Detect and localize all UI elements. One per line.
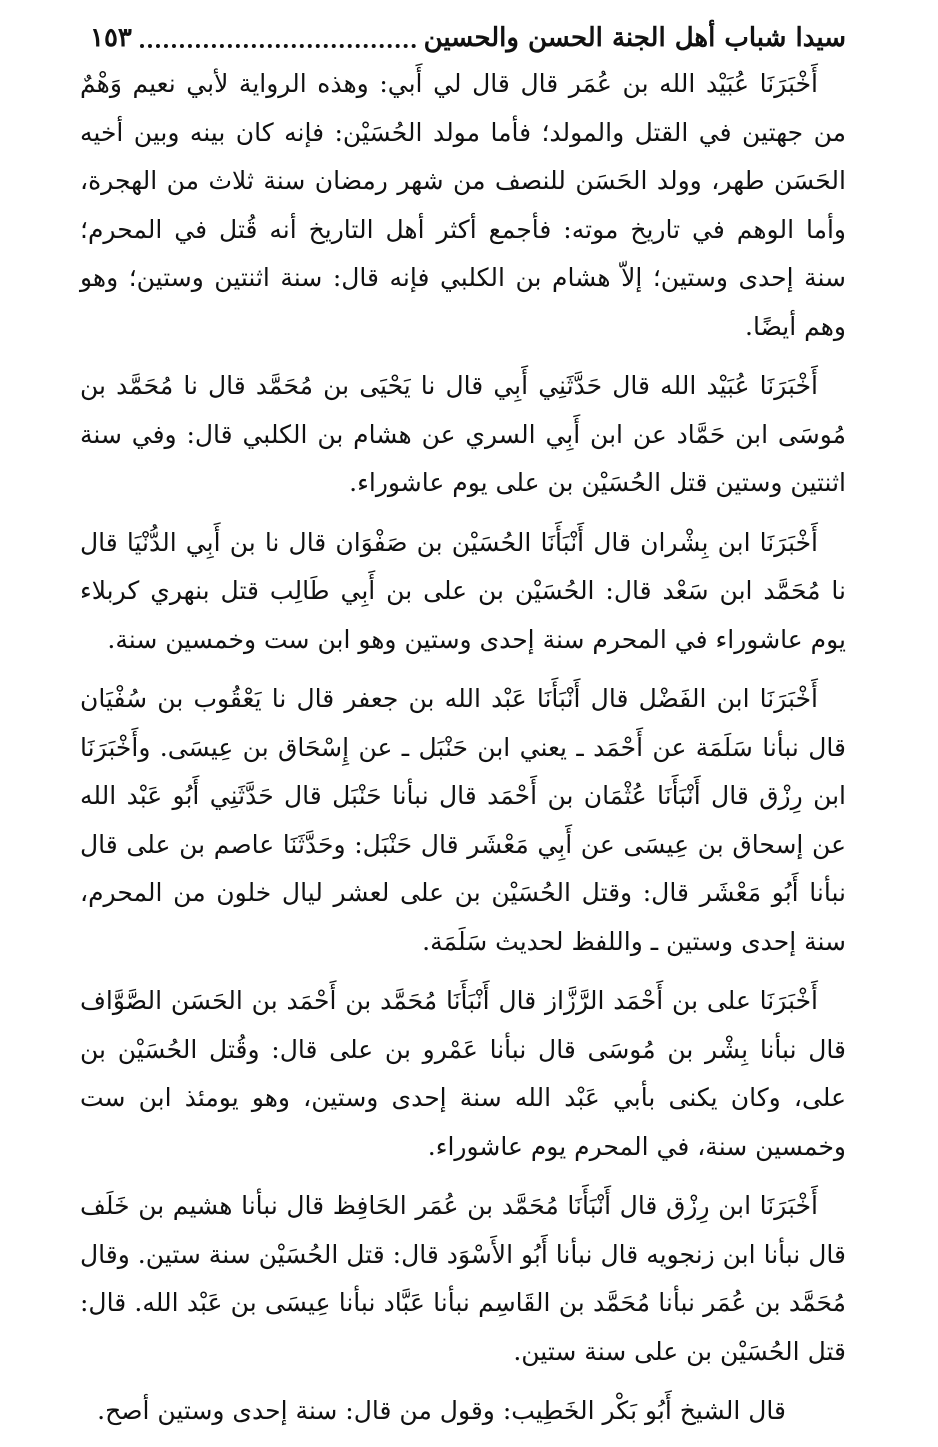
paragraph-2: أَخْبَرَنَا عُبَيْد الله قال حَدَّثَنِي أَبِي قال نا يَحْيَى بن مُحَمَّد قال نا مُحَمَّد بن مُوسَى ابن حَمَّاد عن ابن أَبِي السري عن هشام بن الكلبي قال: وفي سنة اثنتين وستين قتل الحُسَيْن بن على يوم عاشوراء. (80, 371, 846, 497)
paragraph-5: أَخْبَرَنَا على بن أَحْمَد الرَّزَّاز قال أَنْبَأَنَا مُحَمَّد بن أَحْمَد بن الحَسَن الصَّوَّاف قال نبأنا بِشْر بن مُوسَى قال نبأنا عَمْرو بن على قال: وقُتل الحُسَيْن بن على، وكان يكنى بأبي عَبْد الله سنة إحدى وستين، وهو يومئذ ابن ست وخمسين سنة، في المحرم يوم عاشوراء. (80, 986, 846, 1161)
running-header (90, 20, 846, 56)
paragraph-7: قال الشيخ أَبُو بَكْر الخَطِيب: وقول من قال: سنة إحدى وستين أصح. (97, 1396, 786, 1425)
header-leader-dots (140, 44, 416, 48)
page-number: ١٥٣ (90, 23, 132, 53)
header-title: سيدا شباب أهل الجنة الحسن والحسين (423, 23, 846, 53)
paragraph-3: أَخْبَرَنَا ابن بِشْران قال أَنْبَأَنَا الحُسَيْن بن صَفْوَان قال نا بن أَبِي الدُّنْيَا قال نا مُحَمَّد ابن سَعْد قال: الحُسَيْن بن على بن أَبِي طَالِب قتل بنهري كربلاء يوم عاشوراء في المحرم سنة إحدى وستين وهو ابن ست وخمسين سنة. (80, 527, 846, 654)
body-text (80, 60, 846, 1447)
paragraph-4: أَخْبَرَنَا ابن الفَضْل قال أَنْبَأَنَا عَبْد الله بن جعفر قال نا يَعْقُوب بن سُفْيَان قال نبأنا سَلَمَة عن أَحْمَد ـ يعني ابن حَنْبَل ـ عن إِسْحَاق بن عِيسَى. وأَخْبَرَنَا ابن رِزْق قال أَنْبَأَنَا عُثْمَان بن أَحْمَد قال نبأنا حَنْبَل قال حَدَّثَنِي أَبُو عَبْد الله عن إسحاق بن عِيسَى عن أَبِي مَعْشَر قال حَنْبَل: وحَدَّثَنَا عاصم بن على قال نبأنا أَبُو مَعْشَر قال: وقتل الحُسَيْن بن على لعشر ليال خلون من المحرم، سنة إحدى وستين ـ واللفظ لحديث سَلَمَة. (80, 684, 846, 956)
paragraph-6: أَخْبَرَنَا ابن رِزْق قال أَنْبَأَنَا مُحَمَّد بن عُمَر الحَافِظ قال نبأنا هشيم بن خَلَف قال نبأنا ابن زنجويه قال نبأنا أَبُو الأَسْوَد قال: قتل الحُسَيْن سنة ستين. وقال مُحَمَّد بن عُمَر نبأنا مُحَمَّد بن القَاسِم نبأنا عَبَّاد نبأنا عِيسَى بن عَبْد الله. قال: قتل الحُسَيْن بن على سنة ستين. (80, 1191, 846, 1366)
paragraph-1: أَخْبَرَنَا عُبَيْد الله بن عُمَر قال قال لي أَبي: وهذه الرواية لأبي نعيم وَهْمٌ من جهتين في القتل والمولد؛ فأما مولد الحُسَيْن: فإنه كان بينه وبين أخيه الحَسَن طهر، وولد الحَسَن للنصف من شهر رمضان سنة ثلاث من الهجرة، وأما الوهم في تاريخ موته: فأجمع أكثر أهل التاريخ أنه قُتل في المحرم؛ سنة إحدى وستين؛ إلاّ هشام بن الكلبي فإنه قال: سنة اثنتين وستين؛ وهو وهم أيضًا. (80, 69, 846, 341)
